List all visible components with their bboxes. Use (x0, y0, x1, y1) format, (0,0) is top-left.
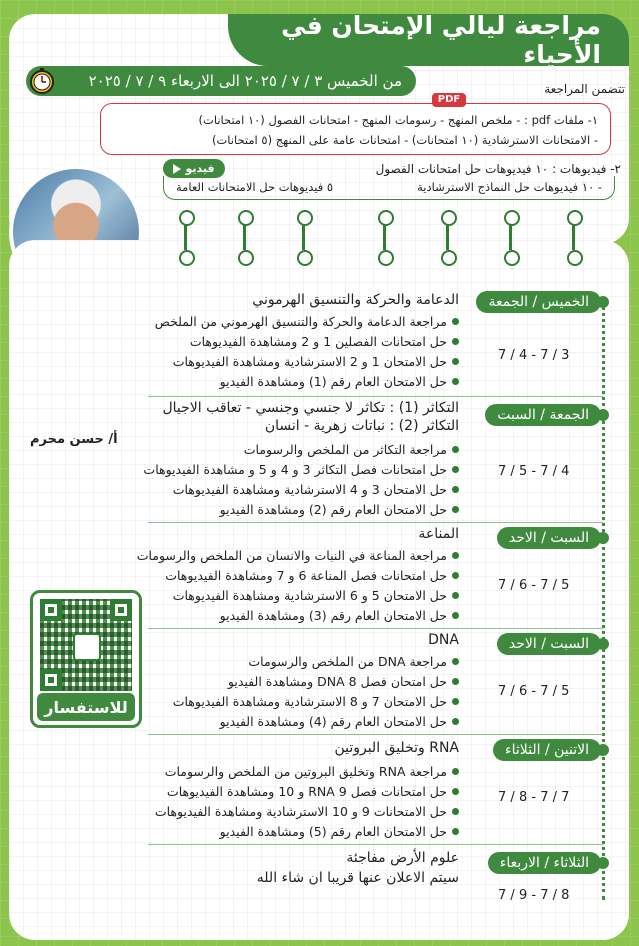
bullet-icon (452, 572, 459, 579)
binder-ring (295, 210, 315, 264)
bullet-icon (452, 788, 459, 795)
topic: التكاثر (2) : نباتات زهرية - انسان (264, 418, 459, 434)
task-item: حل امتحانات فصل المناعة 6 و 7 ومشاهدة الفيديوهات (165, 568, 459, 583)
video-box (163, 176, 615, 200)
bullet-icon (452, 552, 459, 559)
binder-ring (439, 210, 459, 264)
pdf-line-2: - الامتحانات الاسترشادية (١٠ امتحانات) - امتحانات عامة على المنهج (٥ امتحانات) (211, 133, 598, 147)
video-line-1: ٢- فيديوهات : ١٠ فيديوهات حل امتحانات الفصول (375, 162, 621, 176)
day-label: الثلاثاء / الاربعاء (488, 852, 601, 874)
task-item: حل امتحانات فصل RNA 9 و 10 ومشاهدة الفيديوهات (167, 784, 459, 799)
video-badge-label: فيديو (185, 162, 215, 175)
topic: المناعة (418, 526, 459, 542)
timeline-line (602, 300, 608, 900)
binder-ring (565, 210, 585, 264)
task-item: حل الامتحان 3 و 4 الاسترشادية ومشاهدة الفيديوهات (173, 482, 459, 497)
task-item: مراجعة التكاثر من الملخص والرسومات (244, 442, 459, 457)
bullet-icon (452, 358, 459, 365)
topic: الدعامة والحركة والتنسيق الهرموني (252, 292, 459, 308)
topic: التكاثر (1) : تكاثر لا جنسي وجنسي - تعاقب الاجيال (162, 400, 459, 416)
date-range: 3 / 7 - 4 / 7 (498, 348, 570, 363)
bullet-icon (452, 658, 459, 665)
day-label: السبت / الاحد (497, 527, 601, 549)
binder-ring (177, 210, 197, 264)
bullet-icon (452, 338, 459, 345)
inquiry-label: للاستفسار (37, 693, 135, 721)
date-range: 5 / 7 - 6 / 7 (498, 578, 570, 593)
topic: RNA وتخليق البروتين (334, 740, 459, 756)
task-item: حل امتحان فصل DNA 8 ومشاهدة الفيديو (228, 674, 459, 689)
task-item: حل الامتحان 5 و 6 الاسترشادية ومشاهدة الفيديوهات (173, 588, 459, 603)
task-item: مراجعة الدعامة والحركة والتنسيق الهرموني من الملخص (155, 314, 459, 329)
bullet-icon (452, 808, 459, 815)
date-range: 7 / 7 - 8 / 7 (498, 790, 570, 805)
section-divider (148, 522, 603, 523)
video-badge (163, 159, 225, 178)
task-item: حل الامتحان 1 و 2 الاسترشادية ومشاهدة الفيديوهات (173, 354, 459, 369)
day-label: الجمعة / السبت (485, 404, 601, 426)
task-item: حل الامتحان العام رقم (2) ومشاهدة الفيديو (220, 502, 459, 517)
binder-ring (376, 210, 396, 264)
play-icon (173, 164, 181, 174)
task-item: حل الامتحان العام رقم (5) ومشاهدة الفيديو (220, 824, 459, 839)
review-includes-label: تتضمن المراجعة (544, 82, 625, 96)
task-item: حل الامتحان العام رقم (4) ومشاهدة الفيديو (220, 714, 459, 729)
pdf-line-1: ١- ملفات pdf : - ملخص المنهج - رسومات المنهج - امتحانات الفصول (١٠ امتحانات) (198, 113, 598, 127)
pdf-badge: PDF (432, 93, 466, 107)
bullet-icon (452, 466, 459, 473)
qr-code-card[interactable] (30, 590, 142, 728)
bullet-icon (452, 678, 459, 685)
bullet-icon (452, 718, 459, 725)
date-range: 5 / 7 - 6 / 7 (498, 684, 570, 699)
task-item: حل الامتحان 7 و 8 الاسترشادية ومشاهدة الفيديوهات (173, 694, 459, 709)
pdf-files-box (100, 103, 611, 155)
date-range-bar: من الخميس ٣ / ٧ / ٢٠٢٥ الى الاربعاء ٩ / ٧ / ٢٠٢٥ (26, 66, 416, 96)
topic: DNA (428, 632, 459, 648)
section-divider (148, 734, 603, 735)
task-item: حل امتحانات الفصلين 1 و 2 ومشاهدة الفيديوهات (190, 334, 459, 349)
task-item: حل امتحانات فصل التكاثر 3 و 4 و 5 و مشاهدة الفيديوهات (143, 462, 459, 477)
bullet-icon (452, 318, 459, 325)
qr-finder (110, 599, 132, 621)
day-label: الاتنين / الثلاثاء (493, 739, 601, 761)
binder-ring (236, 210, 256, 264)
task-item: حل الامتحانات 9 و 10 الاسترشادية ومشاهدة الفيديوهات (155, 804, 459, 819)
section-divider (148, 396, 603, 397)
day-label: الخميس / الجمعة (476, 291, 601, 313)
day-label: السبت / الاحد (497, 633, 601, 655)
page-title: مراجعة ليالي الإمتحان في الأحياء (228, 14, 629, 66)
topic: علوم الأرض مفاجئة (346, 850, 459, 866)
topic: سيتم الاعلان عنها قريبا ان شاء الله (256, 870, 459, 886)
date-range: 4 / 7 - 5 / 7 (498, 464, 570, 479)
bullet-icon (452, 768, 459, 775)
task-item: مراجعة المناعة في النبات والانسان من الملخص والرسومات (137, 548, 459, 563)
bullet-icon (452, 378, 459, 385)
stopwatch-icon (28, 67, 56, 95)
task-item: مراجعة DNA من الملخص والرسومات (248, 654, 459, 669)
bullet-icon (452, 506, 459, 513)
video-line-2a: - ١٠ فيديوهات حل النماذج الاسترشادية (417, 180, 602, 194)
bullet-icon (452, 592, 459, 599)
binder-ring (502, 210, 522, 264)
video-line-2b: ٥ فيديوهات حل الامتحانات العامة (176, 180, 334, 194)
task-item: حل الامتحان العام رقم (1) ومشاهدة الفيديو (220, 374, 459, 389)
bullet-icon (452, 446, 459, 453)
task-item: حل الامتحان العام رقم (3) ومشاهدة الفيديو (220, 608, 459, 623)
bullet-icon (452, 486, 459, 493)
date-range: 8 / 7 - 9 / 7 (498, 888, 570, 903)
task-item: مراجعة RNA وتخليق البروتين من الملخص والرسومات (165, 764, 459, 779)
qr-finder (40, 669, 62, 691)
bullet-icon (452, 698, 459, 705)
author-name: أ/ حسن محرم (30, 432, 118, 447)
bullet-icon (452, 612, 459, 619)
qr-finder (40, 599, 62, 621)
qr-logo-icon (73, 633, 101, 661)
section-divider (148, 628, 603, 629)
bullet-icon (452, 828, 459, 835)
section-divider (148, 844, 603, 845)
